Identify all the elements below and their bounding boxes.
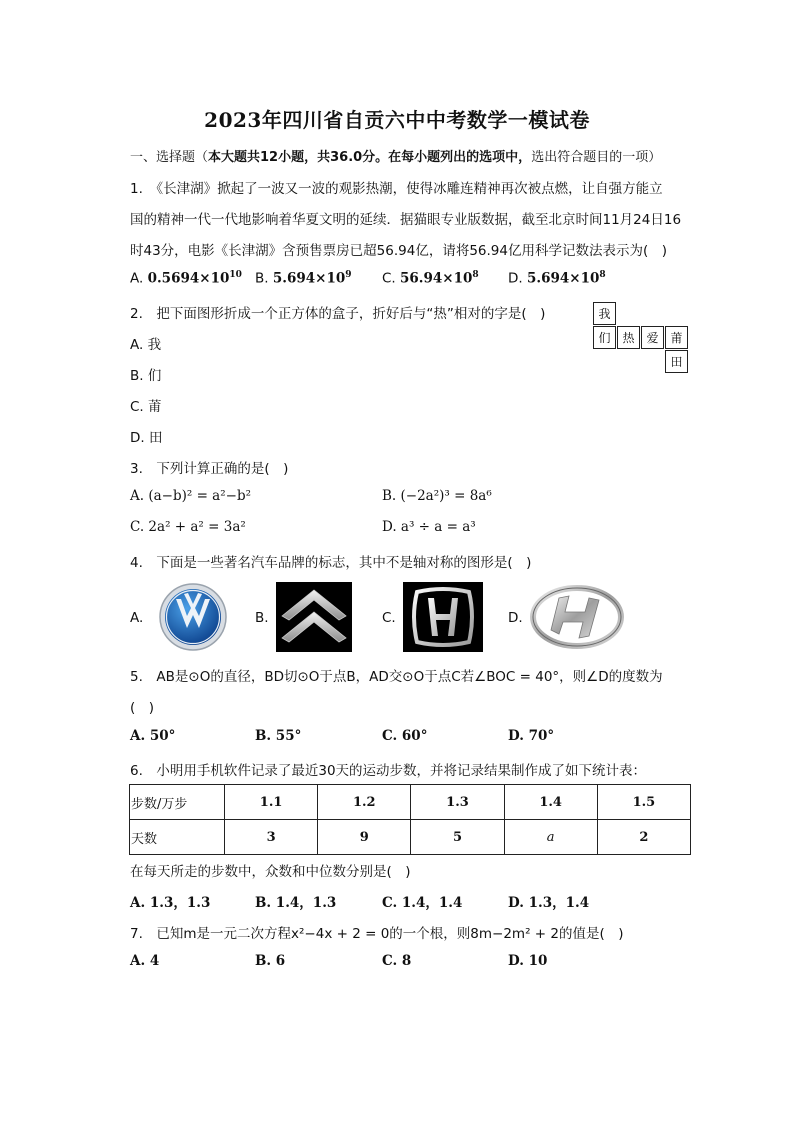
q1-line3: 时43分，电影《长津湖》含预售票房已超56.94亿，请将56.94亿用科学记数法表示为( ) [130, 243, 668, 259]
net-cell: 我 [593, 302, 616, 325]
q5-line2: ( ) [130, 700, 155, 716]
net-cell: 热 [617, 326, 640, 349]
option-exponent: 9 [345, 270, 352, 280]
q3-option-c[interactable]: C. 2a² + a² = 3a² [130, 519, 246, 535]
volkswagen-logo [154, 582, 232, 652]
q5-line1: 5. AB是⊙O的直径，BD切⊙O于点B，AD交⊙O于点C若∠BOC = 40°，则∠D的度数为 [130, 669, 663, 685]
table-cell: 1.3 [411, 785, 504, 820]
q1-line1: 1. 《长津湖》掀起了一波又一波的观影热潮，使得冰雕连精神再次被点燃，让自强方能立 [130, 181, 663, 197]
section-bold: 本大题共12小题，共36.0分。在每小题列出的选项中， [208, 150, 532, 165]
q1-line2: 国的精神一代一代地影响着华夏文明的延续．据猫眼专业版数据，截至北京时间11月24日16 [130, 212, 682, 228]
q3-option-d[interactable]: D. a³ ÷ a = a³ [382, 519, 476, 535]
net-cell: 爱 [641, 326, 664, 349]
option-label: A. [130, 270, 144, 287]
section-head: 一、选择题（ [130, 150, 209, 165]
hyundai-logo [529, 584, 625, 650]
q5-option-d[interactable]: D. 70° [508, 728, 555, 744]
page-title: 2023年四川省自贡六中中考数学一模试卷 [204, 108, 590, 132]
table-cell: 9 [318, 820, 411, 855]
table-row [130, 785, 691, 820]
q1-option-a[interactable] [130, 270, 242, 287]
option-value: 56.94×10 [400, 270, 473, 287]
option-label: B. [255, 270, 269, 287]
net-cell: 莆 [665, 326, 688, 349]
q4-label-d: D. [508, 610, 523, 626]
q5-option-b[interactable]: B. 55° [255, 728, 302, 744]
table-cell: 2 [597, 820, 690, 855]
q7-option-d[interactable]: D. 10 [508, 953, 548, 969]
table-cell: 1.5 [597, 785, 690, 820]
q6-option-b[interactable]: B. 1.4，1.3 [255, 895, 337, 911]
q3-option-a[interactable]: A. (a−b)² = a²−b² [130, 488, 251, 504]
q1-option-c[interactable] [382, 270, 479, 287]
option-exponent: 8 [472, 270, 479, 280]
q6-stem: 6. 小明用手机软件记录了最近30天的运动步数，并将记录结果制作成了如下统计表： [130, 763, 647, 779]
table-cell: 1.1 [225, 785, 318, 820]
q7-option-b[interactable]: B. 6 [255, 953, 286, 969]
honda-logo [403, 582, 483, 652]
q2-option-b[interactable]: B. 们 [130, 368, 162, 384]
q4-label-b: B. [255, 610, 269, 626]
table-row [130, 820, 691, 855]
section-tail: 选出符合题目的一项） [531, 150, 662, 165]
q6-option-a[interactable]: A. 1.3，1.3 [130, 895, 211, 911]
q2-stem: 2. 把下面图形折成一个正方体的盒子，折好后与“热”相对的字是( ) [130, 306, 546, 322]
citroen-logo [276, 582, 352, 652]
net-cell: 们 [593, 326, 616, 349]
q7-option-a[interactable]: A. 4 [130, 953, 160, 969]
q1-option-d[interactable] [508, 270, 606, 287]
q3-stem: 3. 下列计算正确的是( ) [130, 461, 289, 477]
option-value: 5.694×10 [272, 270, 346, 287]
table-cell: 3 [225, 820, 318, 855]
option-exponent: 10 [229, 270, 242, 280]
table-cell: 1.2 [318, 785, 411, 820]
q5-option-a[interactable]: A. 50° [130, 728, 176, 744]
q7-option-c[interactable]: C. 8 [382, 953, 412, 969]
option-label: D. [508, 270, 523, 287]
q4-label-a: A. [130, 610, 144, 626]
cube-net-figure [593, 302, 691, 376]
table-cell: a [504, 820, 597, 855]
option-label: C. [382, 270, 396, 287]
q3-option-b[interactable]: B. (−2a²)³ = 8a⁶ [382, 488, 492, 504]
q2-option-d[interactable]: D. 田 [130, 430, 163, 446]
steps-table [129, 784, 691, 855]
net-cell: 田 [665, 350, 688, 373]
table-cell: 天数 [130, 820, 225, 855]
option-value: 0.5694×10 [147, 270, 230, 287]
option-value: 5.694×10 [526, 270, 600, 287]
option-exponent: 8 [599, 270, 606, 280]
table-cell: 1.4 [504, 785, 597, 820]
table-cell: 步数/万步 [130, 785, 225, 820]
q6-option-c[interactable]: C. 1.4，1.4 [382, 895, 463, 911]
q6-question: 在每天所走的步数中，众数和中位数分别是( ) [130, 864, 411, 880]
q7-stem: 7. 已知m是一元二次方程x²−4x + 2 = 0的一个根，则8m−2m² + 2的值是( ) [130, 926, 624, 942]
q2-option-c[interactable]: C. 莆 [130, 399, 162, 415]
q5-option-c[interactable]: C. 60° [382, 728, 428, 744]
q4-label-c: C. [382, 610, 396, 626]
q4-stem: 4. 下面是一些著名汽车品牌的标志，其中不是轴对称的图形是( ) [130, 555, 532, 571]
q2-option-a[interactable]: A. 我 [130, 337, 162, 353]
q1-option-b[interactable] [255, 270, 352, 287]
section-header [130, 146, 661, 165]
table-cell: 5 [411, 820, 504, 855]
q6-option-d[interactable]: D. 1.3，1.4 [508, 895, 590, 911]
